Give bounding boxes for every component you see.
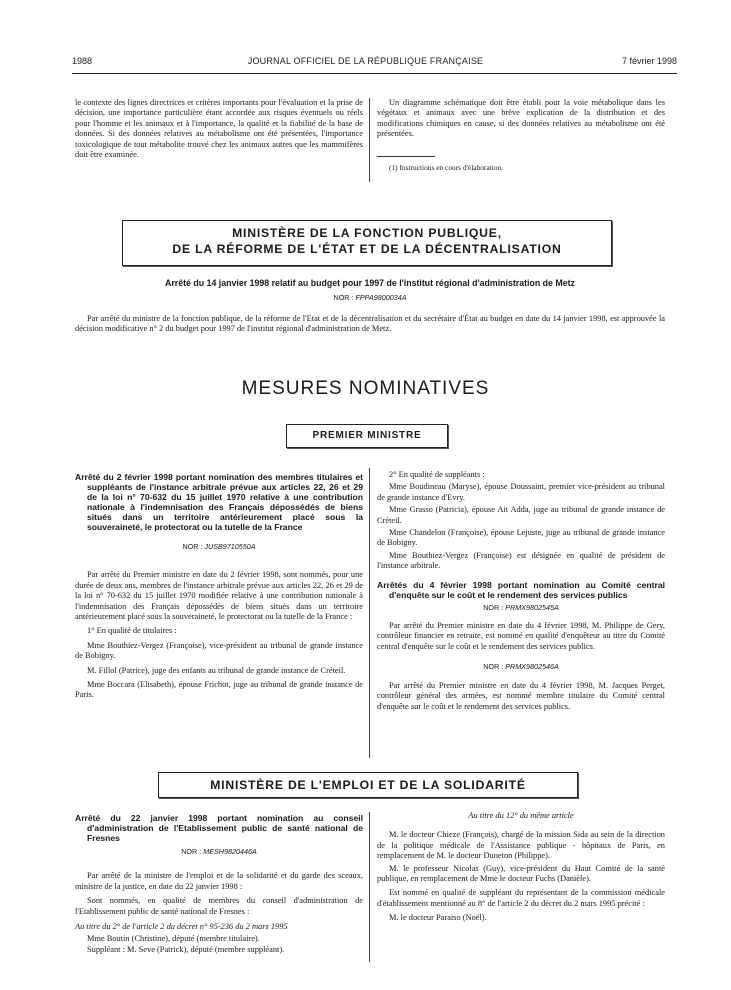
nor-reference bbox=[60, 293, 680, 302]
column-divider bbox=[369, 98, 370, 182]
premier-ministre-heading: PREMIER MINISTRE bbox=[286, 424, 448, 448]
member-item: M. le docteur Chieze (François), chargé de la mission Sida au sein de la direction de la politique médicale de l'Assistance publique - hôpitaux de Paris, en remplacement de M. le docteur Duneton (Philippe). bbox=[377, 830, 665, 861]
nor-code: PRMX9802545A bbox=[505, 602, 559, 612]
nor-reference bbox=[377, 662, 665, 672]
arrete-title: Arrêté du 22 janvier 1998 portant nomination au conseil d'administration de l'Etablissement public de santé national de Fresnes bbox=[75, 813, 363, 843]
column-divider bbox=[369, 812, 370, 962]
nor-label: NOR : bbox=[181, 847, 202, 856]
arrete-title: Arrêté du 14 janvier 1998 relatif au budget pour 1997 de l'institut régional d'administration de Metz bbox=[165, 278, 575, 288]
nor-label: NOR : bbox=[333, 293, 354, 302]
emploi-left-column bbox=[75, 813, 363, 955]
ministry-heading-line1: MINISTÈRE DE LA FONCTION PUBLIQUE, bbox=[232, 226, 502, 240]
journal-title: JOURNAL OFFICIEL DE LA RÉPUBLIQUE FRANÇAISE bbox=[247, 56, 484, 66]
suppleant-item: Mme Grasso (Patricia), épouse Ait Adda, juge au tribunal de grande instance de Créteil. bbox=[377, 505, 665, 525]
ministry-heading-line2: DE LA RÉFORME DE L'ÉTAT ET DE LA DÉCENTRALISATION bbox=[172, 242, 562, 256]
suppleant-item: Mme Chandelon (Françoise), épouse Lejuste, juge au tribunal de grande instance de Bobigny. bbox=[377, 528, 665, 548]
footnote: (1) Instructions en cours d'élaboration. bbox=[389, 162, 504, 172]
member-item: Mme Boutin (Christine), député (membre titulaire). bbox=[87, 934, 260, 944]
titulaires-heading: 1° En qualité de titulaires : bbox=[87, 626, 177, 636]
arrete-title: Arrêtés du 4 février 1998 portant nomination au Comité central d'enquête sur le coût et le rendement des services publics bbox=[377, 579, 665, 600]
column-divider bbox=[369, 468, 370, 758]
nor-code: JUSB9710550A bbox=[204, 542, 256, 551]
paragraph: Par arrêté du Premier ministre en date du 4 février 1998, M. Philippe de Gery, contrôleur financier en retraite, est nommé en qualité d'enquêteur au titre du Comité central d'enquête sur le coût et le rendement des services publics. bbox=[377, 621, 665, 651]
paragraph: Un diagramme schématique doit être établi pour la voie métabolique dans les végétaux et animaux avec une brève explication de la distribution et des modifications chimiques en cause, si des données relatives au métabolisme ont été présentées. bbox=[377, 98, 665, 139]
arrete-title: Arrêté du 2 février 1998 portant nomination des membres titulaires et suppléants de l'instance arbitrale prévue aux articles 22, 26 et 29 de la loi n° 70-632 du 15 juillet 1970 relative à une contribution nationale à l'indemnisation des Français dépossédés de biens situés dans un territoire antérieurement placé sous la souveraineté, le protectorat ou la tutelle de la France bbox=[75, 472, 363, 532]
paragraph: Sont nommés, en qualité de membres du conseil d'administration de l'Etablissement public de santé national de Fresnes : bbox=[75, 896, 363, 916]
header-rule bbox=[72, 73, 677, 74]
nor-label: NOR : bbox=[483, 662, 504, 672]
member-item: M. le professeur Nicolas (Guy), vice-président du Haut Comité de la santé publique, en remplacement de Mme le docteur Fuchs (Danièle). bbox=[377, 863, 665, 884]
emploi-right-column bbox=[377, 811, 665, 924]
top-right-column bbox=[377, 98, 665, 173]
member-item: M. le docteur Paraiso (Noël). bbox=[389, 913, 487, 923]
paragraph: Par arrêté du Premier ministre en date du 2 février 1998, sont nommés, pour une durée de deux ans, membres de l'instance arbitrale prévue aux articles 22, 26 et 29 de la loi n° 70-632 du 15 juillet 1970 modifiée relative à une contribution nationale à l'indemnisation des Français dépossédés de biens situés dans un territoire antérieurement placé sous la souveraineté, le protectorat ou la tutelle de la France : bbox=[75, 570, 363, 622]
paragraph: Est nommé en qualité de suppléant du représentant de la commission médicale d'établissement mentionné au 8° de l'article 2 du décret du 2 mars 1995 précité : bbox=[377, 888, 665, 908]
issue-date: 7 février 1998 bbox=[621, 56, 677, 66]
paragraph: Par arrêté du ministre de la fonction publique, de la réforme de l'Etat et de la décentralisation et du secrétaire d'État au budget en date du 14 janvier 1998, est approuvée la décision modificative n° 2 du budget pour 1997 de l'institut régional d'administration de Metz. bbox=[75, 314, 665, 334]
titulaire-item: Mme Bouthiez-Vergez (Françoise), vice-président au tribunal de grande instance de Bobigny. bbox=[75, 640, 363, 661]
suppleants-heading: 2° En qualité de suppléants : bbox=[389, 470, 485, 479]
section-title: MESURES NOMINATIVES bbox=[241, 378, 490, 399]
nor-reference bbox=[377, 603, 665, 613]
nor-code: PRMX9802546A bbox=[505, 662, 559, 672]
nor-reference bbox=[75, 847, 363, 857]
suppleant-item: Mme Boudineau (Maryse), épouse Doussaint, premier vice-président au tribunal de grande instance d'Evry. bbox=[377, 482, 665, 502]
paragraph: Par arrêté du Premier ministre en date du 4 février 1998, M. Jacques Perget, contrôleur général des armées, est nommé membre titulaire du Comité central d'enquête sur le coût et le rendement des services publics. bbox=[377, 680, 665, 711]
member-item: Suppléant : M. Seve (Patrick), député (membre suppléant). bbox=[87, 944, 285, 954]
arrete-body bbox=[75, 314, 665, 335]
titulaire-item: M. Fillol (Patrice), juge des enfants au tribunal de grande instance de Créteil. bbox=[87, 665, 346, 675]
nor-label: NOR : bbox=[182, 542, 203, 551]
ministry-heading-emploi: MINISTÈRE DE L'EMPLOI ET DE LA SOLIDARITÉ bbox=[158, 772, 578, 798]
nor-code: FPPA9800034A bbox=[355, 293, 407, 302]
nor-label: NOR : bbox=[483, 602, 504, 612]
footnote-rule bbox=[377, 156, 435, 157]
paragraph: Par arrêté de la ministre de l'emploi et de la solidarité et du garde des sceaux, ministre de la justice, en date du 22 janvier 1998 : bbox=[75, 871, 363, 891]
nor-reference bbox=[75, 542, 363, 552]
ministry-heading-fonction-publique bbox=[122, 220, 612, 266]
premier-ministre-left-column bbox=[75, 472, 363, 701]
titulaire-item: Mme Boccara (Elisabeth), épouse Frichot, juge au tribunal de grande instance de Paris. bbox=[75, 680, 363, 700]
subheading: Au titre du 2° de l'article 2 du décret n° 95-236 du 2 mars 1995 bbox=[75, 922, 288, 932]
subheading: Au titre du 12° du même article bbox=[468, 811, 574, 820]
nor-code: MESH9820446A bbox=[203, 847, 257, 856]
suppleant-item: Mme Bouthiez-Vergez (Françoise) est désignée en qualité de président de l'instance arbitrale. bbox=[377, 550, 665, 571]
premier-ministre-right-column bbox=[377, 470, 665, 712]
paragraph: le contexte des lignes directrices et critères importants pour l'évaluation et la prise de décision, une importance particulière étant accordée aux risques éventuels ou réels pour l'homme et les animaux et à l'importance, la qualité et la fiabilité de la base de données. Si des données relatives au métabolisme ont été présentées, l'importance toxicologique de tout métabolite trouvé chez les animaux autres que les mammifères doit être examinée. bbox=[75, 98, 363, 160]
top-left-column bbox=[75, 98, 363, 160]
page-number: 1988 bbox=[72, 56, 93, 66]
